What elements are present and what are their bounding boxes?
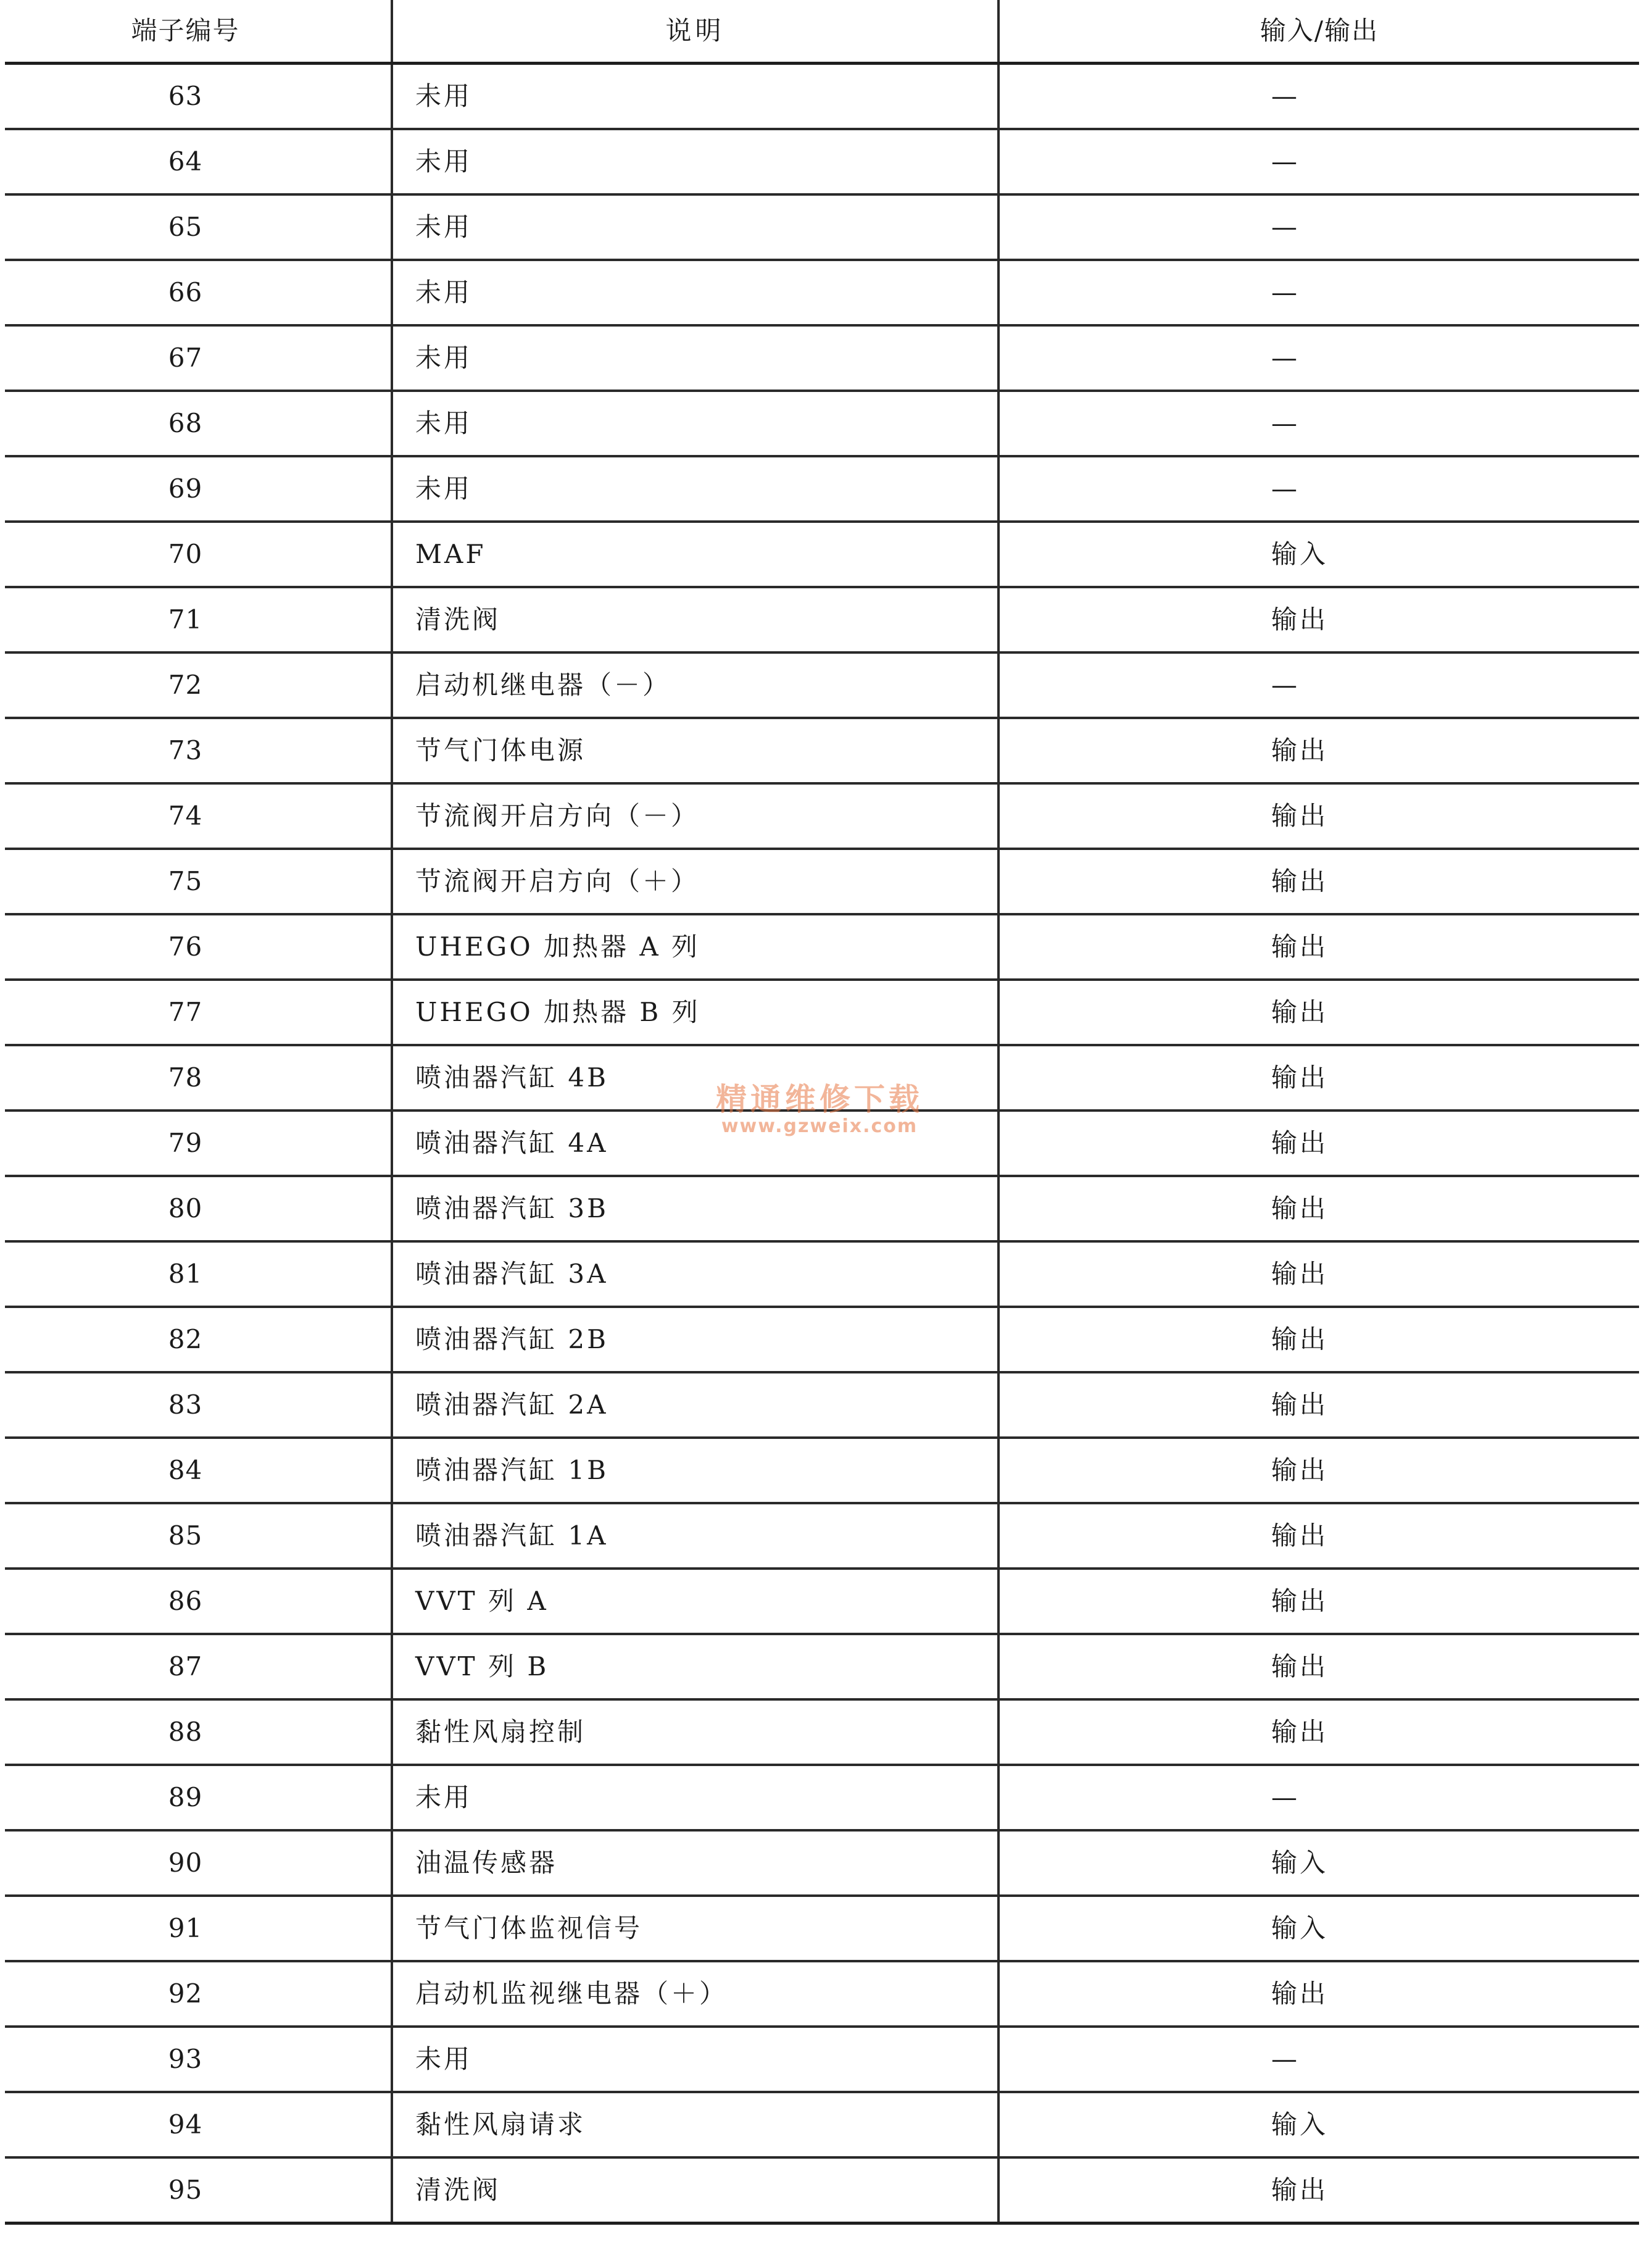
- table-row: [5, 587, 1639, 652]
- terminal-number-cell: 74: [5, 783, 392, 849]
- terminal-number-cell: 81: [5, 1241, 392, 1307]
- terminal-number-cell: 75: [5, 849, 392, 914]
- input-output-cell: 输出: [998, 1961, 1639, 2027]
- description-cell: 未用: [392, 194, 998, 260]
- description-cell: 节气门体电源: [392, 718, 998, 783]
- input-output-cell: 输入: [998, 2092, 1639, 2157]
- input-output-cell: 输出: [998, 1045, 1639, 1111]
- terminal-number-cell: 66: [5, 260, 392, 325]
- description-cell: 未用: [392, 391, 998, 456]
- description-cell: 黏性风扇请求: [392, 2092, 998, 2157]
- table-row: [5, 718, 1639, 783]
- table-row: [5, 1045, 1639, 1111]
- terminal-number-cell: 67: [5, 325, 392, 391]
- table-row: [5, 783, 1639, 849]
- terminal-number-cell: 87: [5, 1634, 392, 1699]
- terminal-number-cell: 84: [5, 1438, 392, 1503]
- description-cell: 喷油器汽缸 2B: [392, 1307, 998, 1372]
- table-row: [5, 1896, 1639, 1961]
- input-output-cell: 输出: [998, 718, 1639, 783]
- terminal-number-cell: 80: [5, 1176, 392, 1241]
- input-output-cell: 输入: [998, 1830, 1639, 1896]
- input-output-cell: 输入: [998, 522, 1639, 587]
- terminal-number-cell: 73: [5, 718, 392, 783]
- terminal-number-cell: 90: [5, 1830, 392, 1896]
- terminal-number-cell: 63: [5, 64, 392, 130]
- table-row: [5, 1241, 1639, 1307]
- input-output-cell: —: [998, 2027, 1639, 2092]
- description-cell: UHEGO 加热器 B 列: [392, 980, 998, 1045]
- description-cell: 喷油器汽缸 4A: [392, 1111, 998, 1176]
- description-cell: 未用: [392, 1765, 998, 1830]
- header-description: 说明: [392, 0, 998, 64]
- table-row: [5, 2092, 1639, 2157]
- input-output-cell: —: [998, 652, 1639, 718]
- input-output-cell: 输出: [998, 1372, 1639, 1438]
- description-cell: 未用: [392, 64, 998, 130]
- terminal-number-cell: 68: [5, 391, 392, 456]
- input-output-cell: —: [998, 260, 1639, 325]
- description-cell: MAF: [392, 522, 998, 587]
- table-row: [5, 2027, 1639, 2092]
- input-output-cell: —: [998, 194, 1639, 260]
- table-row: [5, 1307, 1639, 1372]
- description-cell: 未用: [392, 260, 998, 325]
- input-output-cell: 输出: [998, 1111, 1639, 1176]
- terminal-number-cell: 70: [5, 522, 392, 587]
- table-row: [5, 652, 1639, 718]
- table-row: [5, 1699, 1639, 1765]
- table-row: [5, 1372, 1639, 1438]
- input-output-cell: 输出: [998, 980, 1639, 1045]
- terminal-number-cell: 79: [5, 1111, 392, 1176]
- description-cell: 未用: [392, 2027, 998, 2092]
- watermark-url: www.gzweix.com: [721, 1115, 918, 1137]
- table-header: [5, 0, 1639, 64]
- input-output-cell: —: [998, 129, 1639, 194]
- table-row: [5, 1111, 1639, 1176]
- terminal-number-cell: 92: [5, 1961, 392, 2027]
- input-output-cell: —: [998, 325, 1639, 391]
- table-row: [5, 1569, 1639, 1634]
- description-cell: 启动机监视继电器（＋）: [392, 1961, 998, 2027]
- terminal-number-cell: 85: [5, 1503, 392, 1569]
- terminal-number-cell: 95: [5, 2157, 392, 2223]
- description-cell: 清洗阀: [392, 587, 998, 652]
- input-output-cell: 输出: [998, 849, 1639, 914]
- terminal-number-cell: 71: [5, 587, 392, 652]
- header-row: [5, 0, 1639, 64]
- header-input-output: 输入/输出: [998, 0, 1639, 64]
- description-cell: 启动机继电器（－）: [392, 652, 998, 718]
- terminal-number-cell: 65: [5, 194, 392, 260]
- input-output-cell: 输出: [998, 1241, 1639, 1307]
- description-cell: 节流阀开启方向（＋）: [392, 849, 998, 914]
- description-cell: 黏性风扇控制: [392, 1699, 998, 1765]
- input-output-cell: 输入: [998, 1896, 1639, 1961]
- table-row: [5, 456, 1639, 522]
- terminal-number-cell: 72: [5, 652, 392, 718]
- table-row: [5, 260, 1639, 325]
- input-output-cell: 输出: [998, 1699, 1639, 1765]
- terminal-number-cell: 89: [5, 1765, 392, 1830]
- description-cell: 节气门体监视信号: [392, 1896, 998, 1961]
- header-terminal-number: 端子编号: [5, 0, 392, 64]
- description-cell: 清洗阀: [392, 2157, 998, 2223]
- input-output-cell: 输出: [998, 1176, 1639, 1241]
- input-output-cell: —: [998, 391, 1639, 456]
- table-row: [5, 980, 1639, 1045]
- table-row: [5, 391, 1639, 456]
- table-row: [5, 1634, 1639, 1699]
- input-output-cell: 输出: [998, 1307, 1639, 1372]
- description-cell: 未用: [392, 129, 998, 194]
- description-cell: UHEGO 加热器 A 列: [392, 914, 998, 980]
- description-cell: VVT 列 A: [392, 1569, 998, 1634]
- terminal-number-cell: 93: [5, 2027, 392, 2092]
- description-cell: 喷油器汽缸 1B: [392, 1438, 998, 1503]
- terminal-number-cell: 94: [5, 2092, 392, 2157]
- table-row: [5, 64, 1639, 130]
- table-row: [5, 1438, 1639, 1503]
- terminal-number-cell: 86: [5, 1569, 392, 1634]
- description-cell: VVT 列 B: [392, 1634, 998, 1699]
- description-cell: 未用: [392, 456, 998, 522]
- input-output-cell: 输出: [998, 587, 1639, 652]
- table-row: [5, 914, 1639, 980]
- input-output-cell: 输出: [998, 1569, 1639, 1634]
- input-output-cell: 输出: [998, 1438, 1639, 1503]
- terminal-number-cell: 77: [5, 980, 392, 1045]
- input-output-cell: —: [998, 64, 1639, 130]
- input-output-cell: 输出: [998, 914, 1639, 980]
- description-cell: 未用: [392, 325, 998, 391]
- terminal-number-cell: 69: [5, 456, 392, 522]
- table-row: [5, 325, 1639, 391]
- input-output-cell: 输出: [998, 2157, 1639, 2223]
- terminal-number-cell: 78: [5, 1045, 392, 1111]
- table-row: [5, 2157, 1639, 2223]
- input-output-cell: 输出: [998, 1634, 1639, 1699]
- watermark-text: 精通维修下载: [716, 1081, 923, 1117]
- terminal-number-cell: 82: [5, 1307, 392, 1372]
- table-row: [5, 1176, 1639, 1241]
- terminal-number-cell: 64: [5, 129, 392, 194]
- description-cell: 喷油器汽缸 2A: [392, 1372, 998, 1438]
- table-row: [5, 129, 1639, 194]
- input-output-cell: —: [998, 1765, 1639, 1830]
- terminal-number-cell: 76: [5, 914, 392, 980]
- description-cell: 喷油器汽缸 4B: [392, 1045, 998, 1111]
- input-output-cell: 输出: [998, 1503, 1639, 1569]
- table-row: [5, 522, 1639, 587]
- terminal-number-cell: 88: [5, 1699, 392, 1765]
- input-output-cell: 输出: [998, 783, 1639, 849]
- description-cell: 喷油器汽缸 1A: [392, 1503, 998, 1569]
- description-cell: 油温传感器: [392, 1830, 998, 1896]
- terminal-number-cell: 83: [5, 1372, 392, 1438]
- table-row: [5, 194, 1639, 260]
- description-cell: 喷油器汽缸 3A: [392, 1241, 998, 1307]
- description-cell: 喷油器汽缸 3B: [392, 1176, 998, 1241]
- table-row: [5, 1503, 1639, 1569]
- table-row: [5, 849, 1639, 914]
- table-row: [5, 1830, 1639, 1896]
- table-row: [5, 1765, 1639, 1830]
- table-row: [5, 1961, 1639, 2027]
- description-cell: 节流阀开启方向（－）: [392, 783, 998, 849]
- terminal-number-cell: 91: [5, 1896, 392, 1961]
- terminal-table: [5, 0, 1639, 2225]
- input-output-cell: —: [998, 456, 1639, 522]
- table-body: [5, 64, 1639, 2223]
